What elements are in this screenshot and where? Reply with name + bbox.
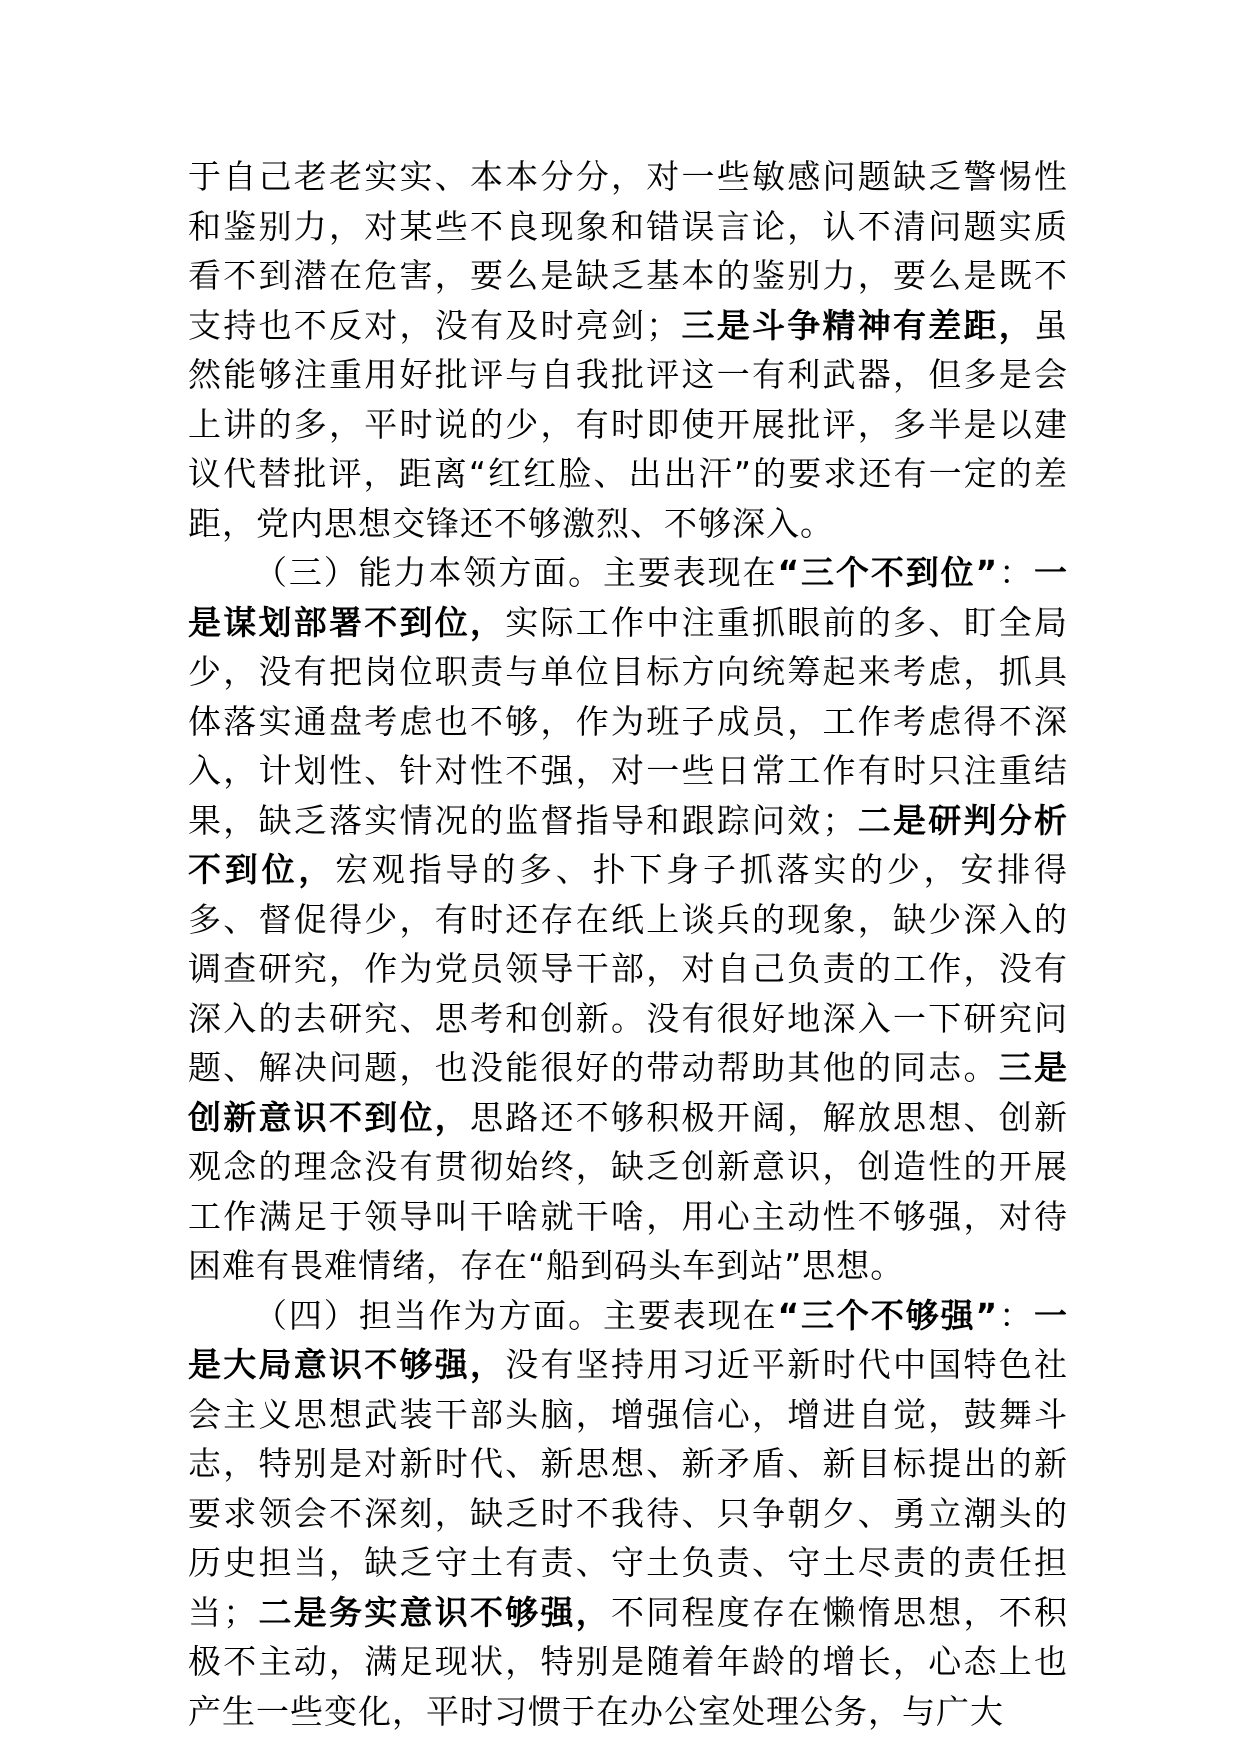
text-run: 于自己老老实实、本本分分，对一些敏感问题缺乏警惕性和鉴别力，对某些不良现象和错误言论，认不清问题实质看不到潜在危害，要么是缺乏基本的鉴别力，要么是既不支持也不反对，没有及时亮剑；: [188, 157, 1068, 345]
text-run: 虽然能够注重用好批评与自我批评这一有利武器，但多是会上讲的多，平时说的少，有时即使开展批评，多半是以建议代替批评，距离“红红脸、出出汗”的要求还有一定的差距，党内思想交锋还不够激烈、不够深入。: [188, 305, 1068, 543]
bold-heading-planning: 一是谋划部署不到位，: [188, 553, 1069, 642]
section-heading-responsibility: （四）担当作为方面。主要表现在: [254, 1295, 778, 1335]
bold-heading-innovation: 三是创新意识不到位，: [188, 1048, 1068, 1137]
text-run: ：: [998, 1295, 1035, 1335]
bold-heading-pragmatism: 二是务实意识不够强，: [257, 1592, 611, 1632]
text-run: 没有坚持用习近平新时代中国特色社会主义思想武装干部头脑，增强信心，增进自觉，鼓舞斗志，特别是对新时代、新思想、新矛盾、新目标提出的新要求领会不深刻，缺乏时不我待、只争朝夕、勇立潮头的历史担当，缺乏守土有责、守土负责、守土尽责的责任担当；: [188, 1345, 1068, 1632]
paragraph-2: [188, 548, 1068, 1291]
text-run: 实际工作中注重抓眼前的多、盯全局少，没有把岗位职责与单位目标方向统筹起来考虑，抓具体落实通盘考虑也不够，作为班子成员，工作考虑得不深入，计划性、针对性不强，对一些日常工作有时只注重结果，缺乏落实情况的监督指导和跟踪问效；: [188, 602, 1068, 840]
bold-heading-struggle-spirit: 三是斗争精神有差距，: [680, 305, 1034, 345]
text-run: 思路还不够积极开阔，解放思想、创新观念的理念没有贯彻始终，缺乏创新意识，创造性的开展工作满足于领导叫干啥就干啥，用心主动性不够强，对待困难有畏难情绪，存在“船到码头车到站”思想。: [188, 1097, 1068, 1285]
bold-summary-three-not-strong: “三个不够强”: [777, 1295, 999, 1335]
bold-heading-analysis: 二是研判分析不到位，: [188, 800, 1068, 889]
section-heading-ability: （三）能力本领方面。主要表现在: [254, 553, 778, 592]
document-page: [188, 152, 1068, 1736]
bold-summary-three-not-in-place: “三个不到位”: [777, 553, 999, 592]
bold-heading-big-picture: 一是大局意识不够强，: [188, 1295, 1069, 1384]
paragraph-3: [188, 1291, 1068, 1737]
text-run: ：: [998, 553, 1035, 592]
text-run: 不同程度存在懒惰思想，不积极不主动，满足现状，特别是随着年龄的增长，心态上也产生一些变化，平时习惯于在办公室处理公务，与广大: [188, 1592, 1068, 1731]
text-run: 宏观指导的多、扑下身子抓落实的少，安排得多、督促得少，有时还存在纸上谈兵的现象，缺少深入的调查研究，作为党员领导干部，对自己负责的工作，没有深入的去研究、思考和创新。没有很好地深入一下研究问题、解决问题，也没能很好的带动帮助其他的同志。: [188, 850, 1069, 1087]
paragraph-1: [188, 152, 1068, 548]
